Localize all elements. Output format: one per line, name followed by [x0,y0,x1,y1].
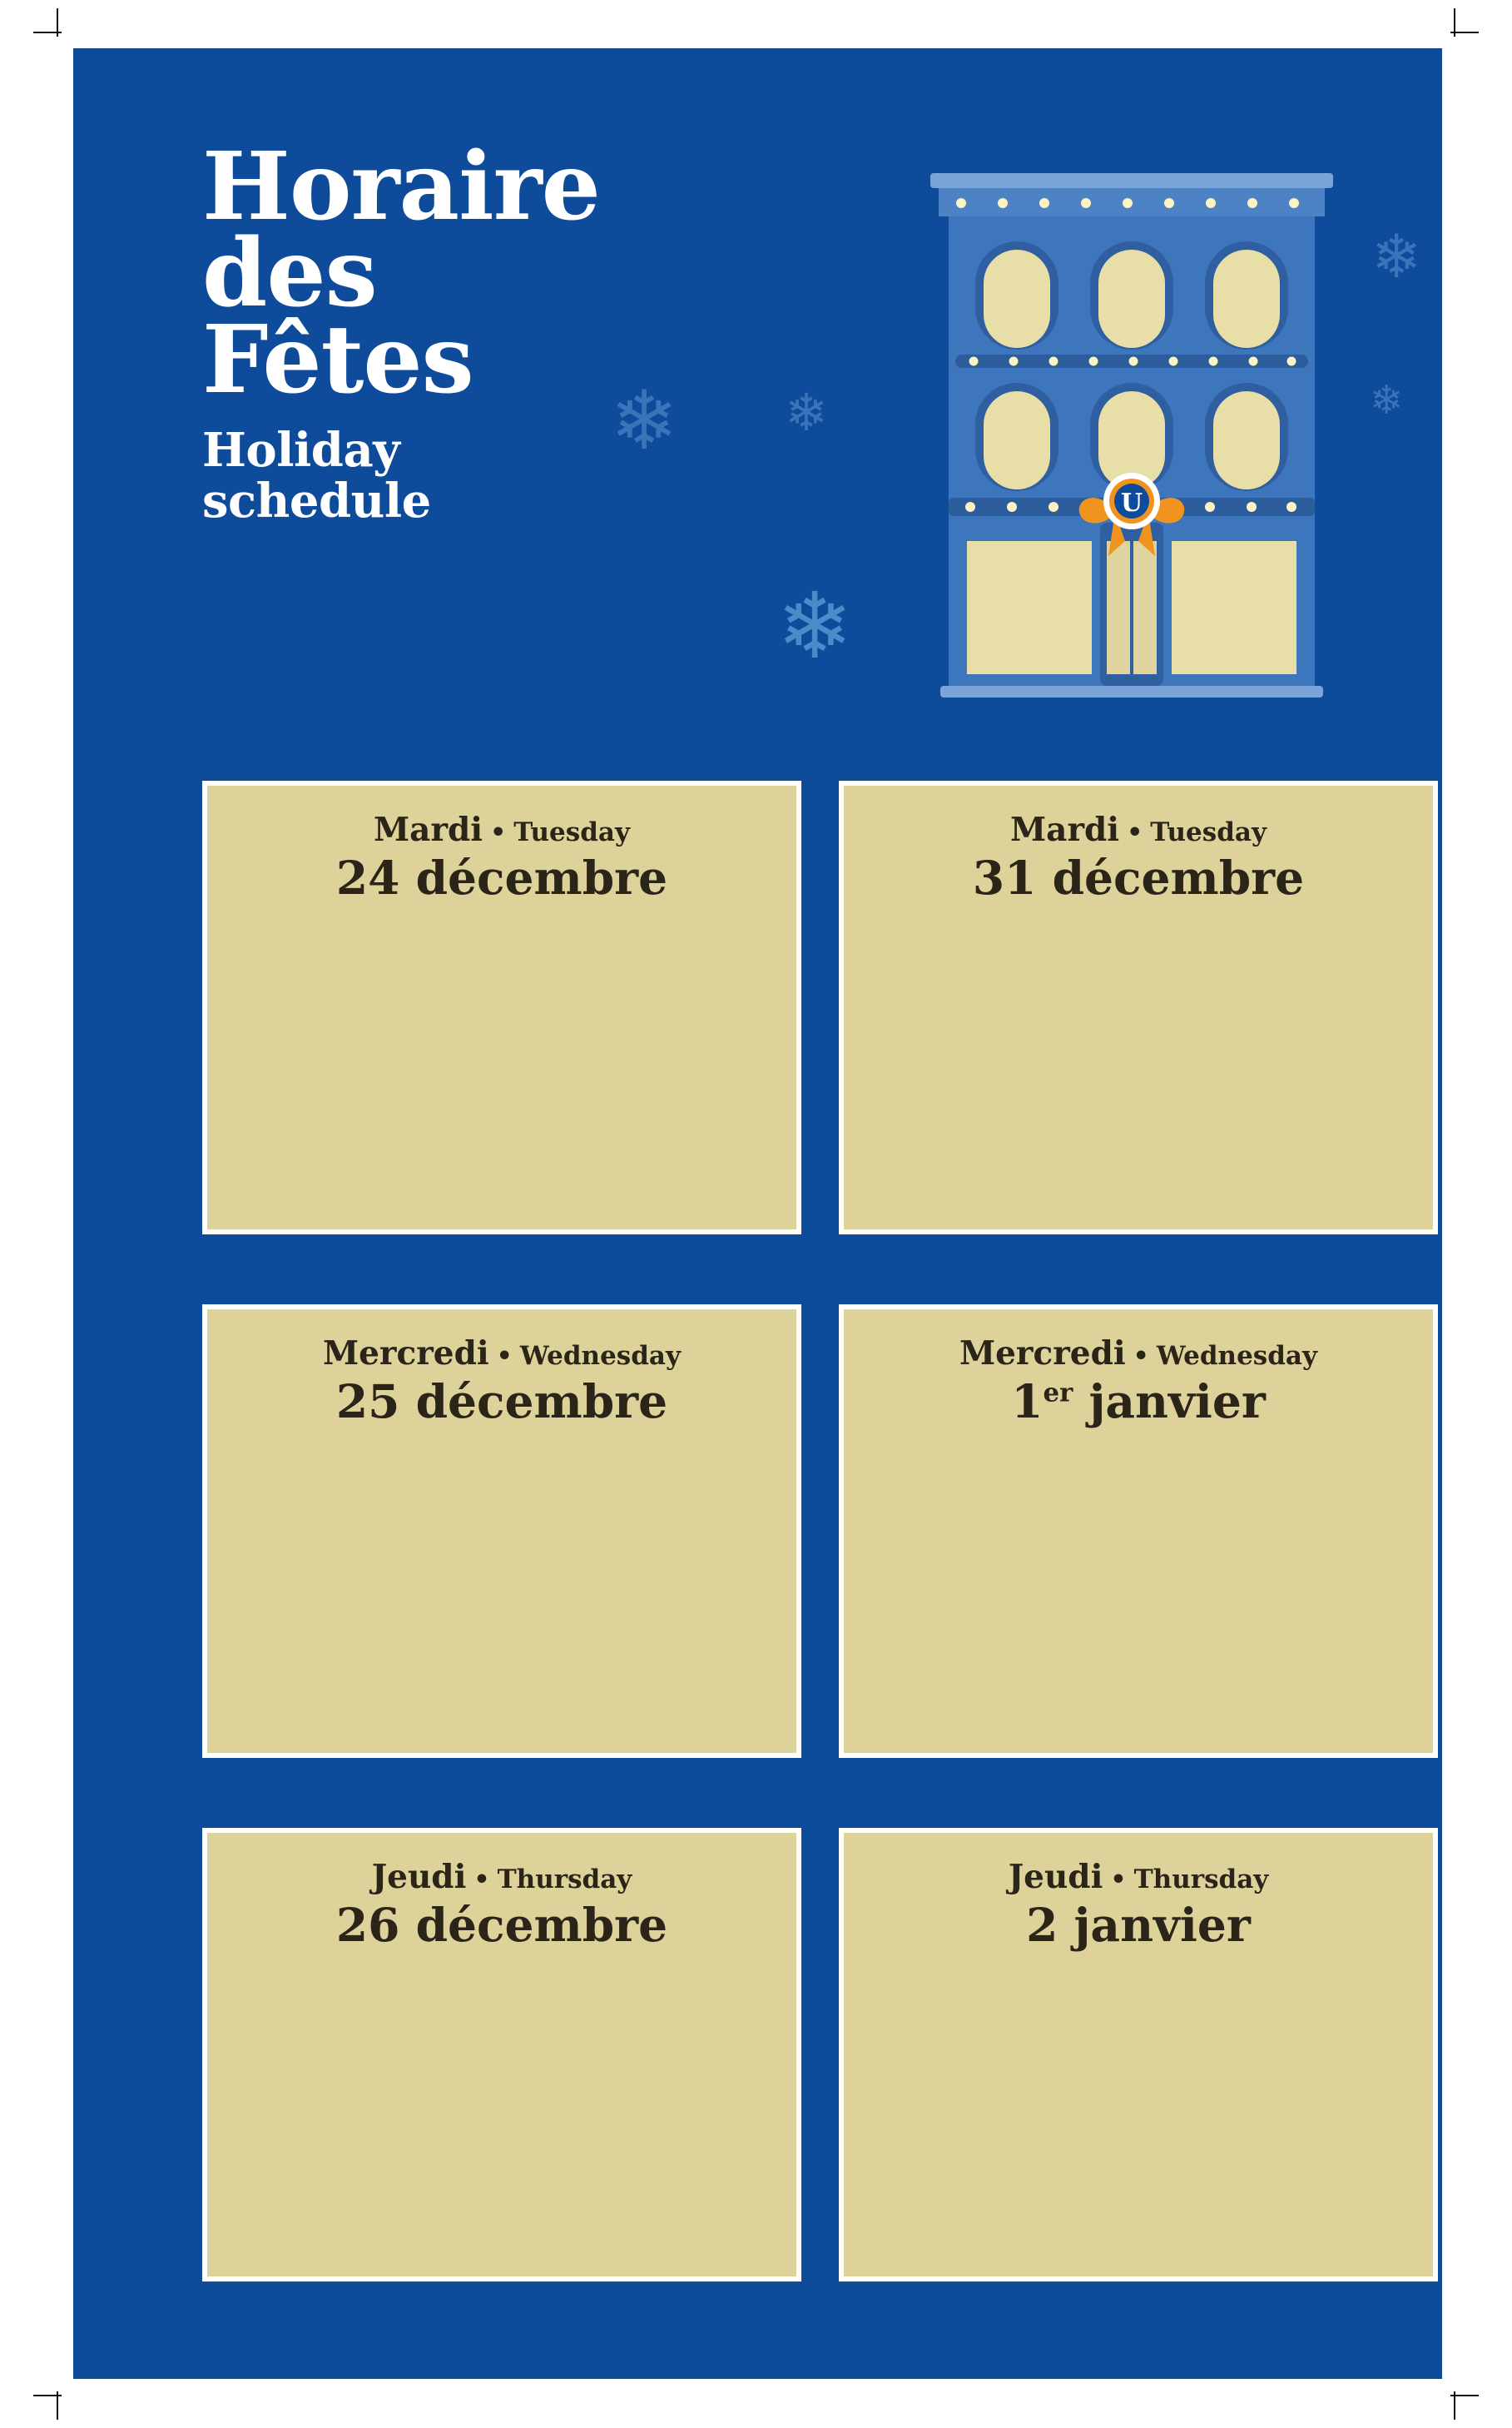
schedule-card [202,1304,801,1758]
page-title-en [202,423,835,529]
snowflake-icon: ❄ [1371,224,1422,290]
schedule-grid [202,781,1438,2282]
card-day-fr: Mercredi [322,1334,489,1373]
card-day-en: Tuesday [1150,817,1267,847]
crop-mark-bottom-right [1437,2378,1479,2420]
snowflake-icon: ❄ [776,576,854,678]
card-day-names [207,811,796,849]
card-date [844,1898,1433,1952]
card-day-fr: Mercredi [959,1334,1126,1373]
card-day-fr: Mardi [374,811,483,849]
card-separator: • [473,1865,490,1894]
card-day-en: Tuesday [513,817,630,847]
card-date-month: décembre [415,1898,668,1952]
store-logo-letter: U [1120,489,1143,518]
card-date-month: janvier [1073,1898,1251,1952]
card-date-number: 25 [335,1374,400,1428]
page-title-en-line2: schedule [202,473,431,529]
snowflake-icon: ❄ [785,385,828,442]
card-date-month: décembre [415,851,668,905]
page-title-fr [202,132,835,415]
card-day-names [844,811,1433,849]
card-date-number: 2 [1026,1898,1058,1952]
card-date [207,1898,796,1952]
card-date-month: janvier [1088,1374,1266,1428]
crop-mark-top-left [33,8,75,50]
page-title-en-line1: Holiday [202,423,400,479]
card-separator: • [490,818,507,847]
card-separator: • [496,1342,513,1371]
card-day-fr: Mardi [1010,811,1120,849]
card-day-en: Thursday [1133,1864,1269,1894]
schedule-card [839,781,1438,1234]
schedule-card [839,1828,1438,2282]
card-date [207,1374,796,1428]
card-date-suffix: er [1043,1378,1073,1408]
card-date-number: 31 [972,851,1037,905]
card-day-en: Wednesday [1156,1341,1318,1371]
card-date-month: décembre [1052,851,1305,905]
schedule-card [202,1828,801,2282]
storefront-illustration [915,165,1348,739]
crop-mark-top-right [1437,8,1479,50]
crop-mark-bottom-left [33,2378,75,2420]
card-date-month: décembre [415,1374,668,1428]
card-day-fr: Jeudi [371,1858,467,1896]
card-day-en: Thursday [497,1864,632,1894]
card-date-number: 24 [335,851,400,905]
snowflake-icon: ❄ [610,377,679,467]
card-separator: • [1133,1342,1149,1371]
card-date [844,851,1433,905]
card-date-number: 1 [1011,1374,1044,1428]
card-day-names [207,1858,796,1896]
page-title-fr-line1: Horaire [202,132,600,241]
schedule-card [202,781,801,1234]
card-date [844,1374,1433,1428]
snowflake-icon: ❄ [1370,379,1404,423]
schedule-card [839,1304,1438,1758]
card-day-fr: Jeudi [1008,1858,1103,1896]
card-day-names [207,1334,796,1373]
card-day-names [844,1858,1433,1896]
card-separator: • [1110,1865,1127,1894]
card-day-names [844,1334,1433,1373]
page-title-fr-line2: des [202,219,377,329]
card-separator: • [1127,818,1143,847]
card-day-en: Wednesday [519,1341,682,1371]
page-title-fr-line3: Fêtes [202,305,473,415]
card-date-number: 26 [335,1898,400,1952]
holiday-schedule-poster [73,48,1442,2379]
poster-header [202,132,835,529]
card-date [207,851,796,905]
